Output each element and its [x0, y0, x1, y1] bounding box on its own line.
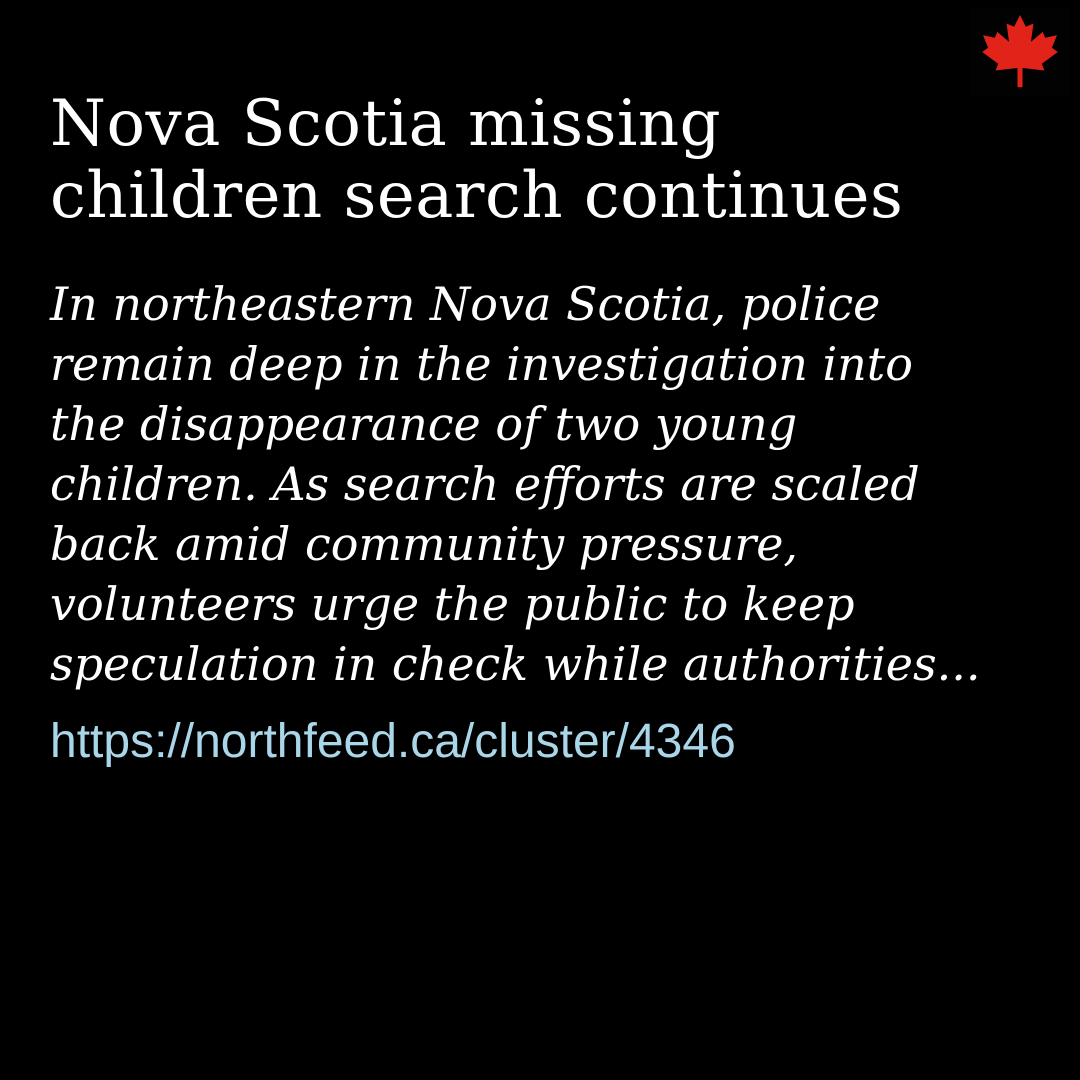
article-link[interactable]: https://northfeed.ca/cluster/4346: [50, 715, 736, 768]
headline: [50, 88, 1010, 232]
summary-line: remain deep in the investigation into: [50, 337, 913, 391]
flag-badge: [970, 8, 1070, 96]
headline-line: children search continues: [50, 159, 904, 233]
summary-line: volunteers urge the public to keep: [50, 577, 855, 631]
summary-line: the disappearance of two young: [50, 397, 798, 451]
summary-line: speculation in check while authorities...: [50, 637, 981, 691]
summary-line: In northeastern Nova Scotia, police: [50, 277, 881, 331]
summary-line: back amid community pressure,: [50, 517, 799, 571]
headline-line: Nova Scotia missing: [50, 87, 722, 161]
summary-line: children. As search efforts are scaled: [50, 457, 920, 511]
summary-text: [50, 274, 1040, 694]
maple-leaf-icon: [978, 10, 1062, 94]
